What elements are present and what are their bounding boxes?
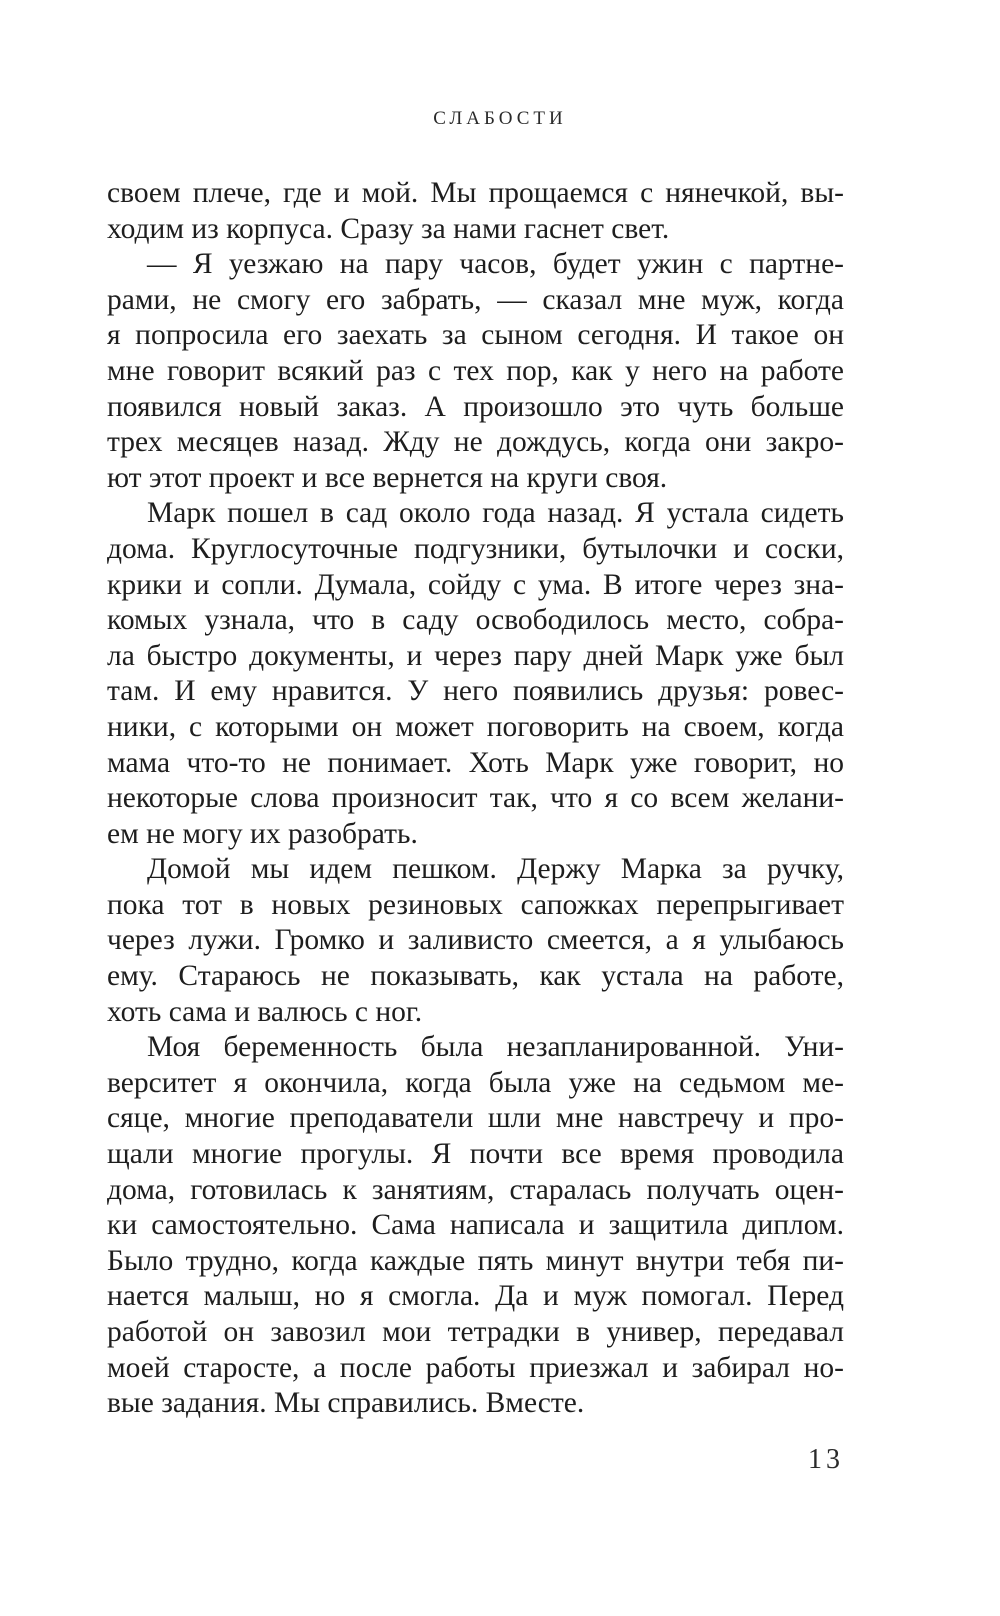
text-line: нается малыш, но я смогла. Да и муж помогал. Перед: [107, 1280, 844, 1313]
text-line: ем не могу их разобрать.: [107, 817, 418, 850]
text-line: Марк пошел в сад около года назад. Я устала сидеть: [147, 497, 844, 530]
body-text: [107, 176, 844, 1422]
text-line: ему. Стараюсь не показывать, как устала на работе,: [107, 960, 844, 993]
text-line: трех месяцев назад. Жду не дождусь, когда они закро-: [107, 426, 844, 459]
text-line: мама что-то не понимает. Хоть Марк уже говорит, но: [107, 746, 844, 779]
text-line: крики и сопли. Думала, сойду с ума. В итоге через зна-: [107, 568, 844, 601]
text-line: Было трудно, когда каждые пять минут внутри тебя пи-: [107, 1244, 844, 1277]
text-line: там. И ему нравится. У него появились друзья: ровес-: [107, 675, 844, 708]
text-line: я попросила его заехать за сыном сегодня. И такое он: [107, 319, 844, 352]
text-line: ла быстро документы, и через пару дней Марк уже был: [107, 639, 844, 672]
text-line: ходим из корпуса. Сразу за нами гаснет свет.: [107, 212, 670, 245]
text-line: — Я уезжаю на пару часов, будет ужин с партне-: [147, 248, 844, 281]
text-line: комых узнала, что в саду освободилось место, собра-: [107, 604, 844, 637]
text-line: ники, с которыми он может поговорить на своем, когда: [107, 710, 844, 743]
text-line: пока тот в новых резиновых сапожках перепрыгивает: [107, 888, 844, 921]
page-number: 13: [808, 1444, 844, 1475]
text-line: появился новый заказ. А произошло это чуть больше: [107, 390, 844, 423]
text-line: своем плече, где и мой. Мы прощаемся с нянечкой, вы-: [107, 177, 844, 209]
text-line: Домой мы идем пешком. Держу Марка за ручку,: [147, 853, 844, 886]
text-line: верситет я окончила, когда была уже на седьмом ме-: [107, 1066, 844, 1099]
text-line: моей старосте, а после работы приезжал и забирал но-: [107, 1351, 844, 1384]
text-line: через лужи. Громко и заливисто смеется, а я улыбаюсь: [107, 924, 844, 957]
running-header: СЛАБОСТИ: [433, 108, 567, 129]
text-line: ки самостоятельно. Сама написала и защитила диплом.: [107, 1209, 844, 1242]
text-line: дома, готовилась к занятиям, старалась получать оцен-: [107, 1173, 844, 1206]
text-line: Моя беременность была незапланированной. Уни-: [147, 1031, 844, 1064]
text-line: работой он завозил мои тетрадки в универ, передавал: [107, 1316, 844, 1348]
text-line: дома. Круглосуточные подгузники, бутылочки и соски,: [107, 532, 844, 565]
text-line: хоть сама и валюсь с ног.: [107, 995, 423, 1028]
text-line: вые задания. Мы справились. Вместе.: [107, 1387, 585, 1420]
text-line: рами, не смогу его забрать, — сказал мне муж, когда: [107, 283, 844, 316]
text-line: ют этот проект и все вернется на круги своя.: [107, 461, 668, 494]
text-line: щали многие прогулы. Я почти все время проводила: [107, 1138, 844, 1171]
text-line: мне говорит всякий раз с тех пор, как у него на работе: [107, 354, 844, 387]
text-line: некоторые слова произносит так, что я со всем желани-: [107, 782, 844, 815]
text-line: сяце, многие преподаватели шли мне навстречу и про-: [107, 1102, 844, 1135]
